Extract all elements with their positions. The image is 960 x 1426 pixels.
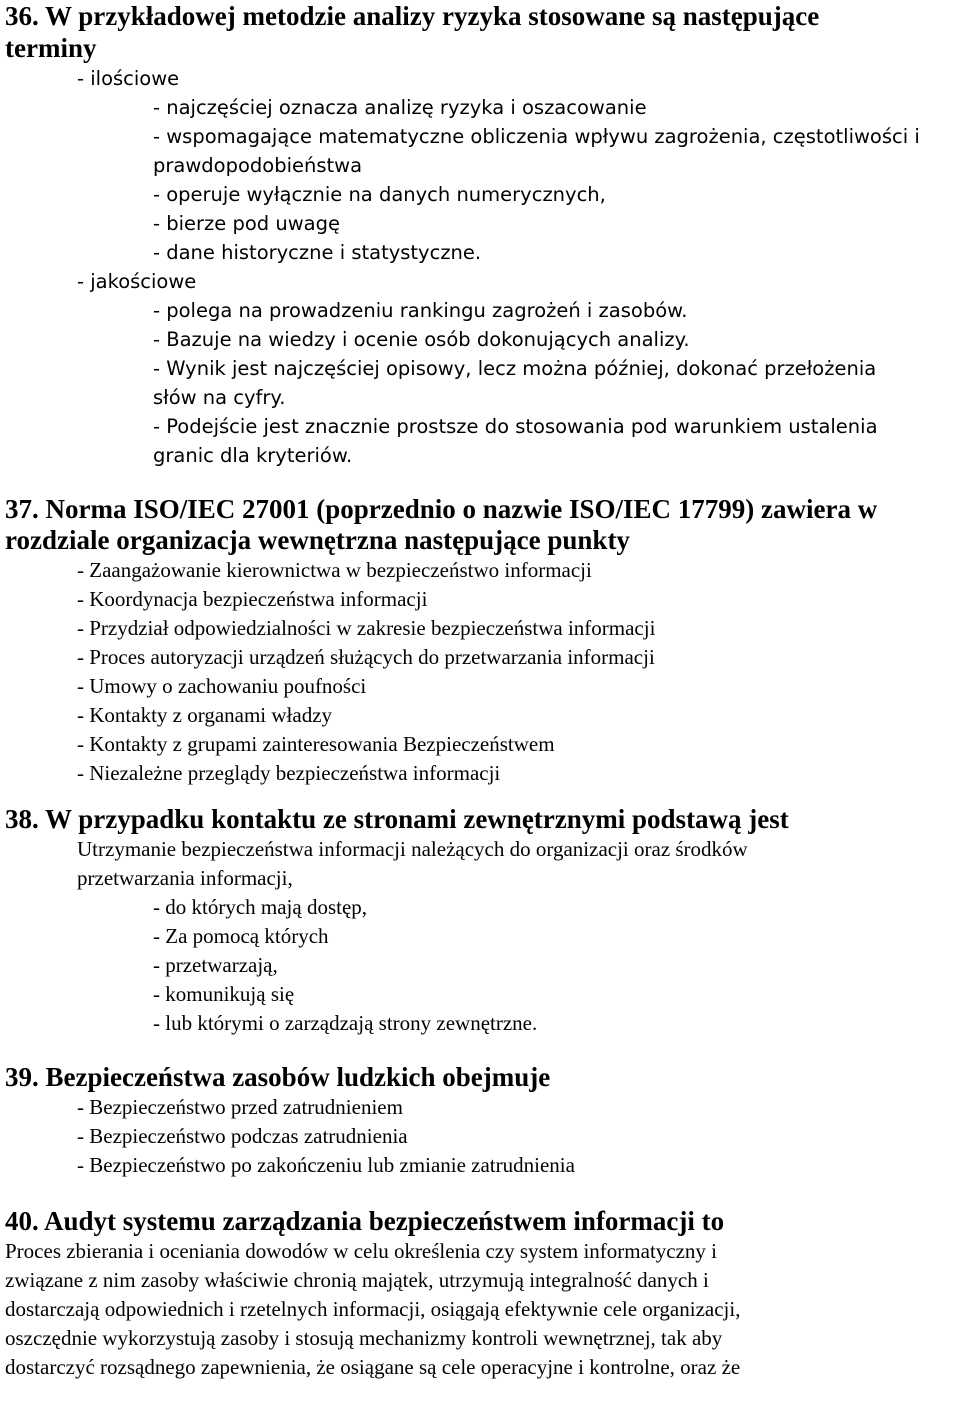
list-item: prawdopodobieństwa [153,154,363,177]
question-40-title: 40. Audyt systemu zarządzania bezpieczeństwem informacji to [5,1206,725,1236]
paragraph-line: związane z nim zasoby właściwie chronią majątek, utrzymują integralność danych i [5,1268,709,1292]
document-page [5,0,960,1382]
list-item: - przetwarzają, [153,953,278,977]
list-item: - dane historyczne i statystyczne. [153,241,482,264]
list-item: - najczęściej oznacza analizę ryzyka i oszacowanie [153,96,647,119]
paragraph-line: dostarczają odpowiednich i rzetelnych informacji, osiągają efektywnie cele organizacji, [5,1297,741,1321]
list-item: - polega na prowadzeniu rankingu zagrożeń i zasobów. [153,299,688,322]
list-item: - Bazuje na wiedzy i ocenie osób dokonujących analizy. [153,328,690,351]
question-37-list [5,556,960,788]
list-item: słów na cyfry. [153,386,286,409]
list-item: - Przydział odpowiedzialności w zakresie bezpieczeństwa informacji [77,616,656,640]
list-item: - Wynik jest najczęściej opisowy, lecz można później, dokonać przełożenia [153,357,877,380]
list-item: - Bezpieczeństwo po zakończeniu lub zmianie zatrudnienia [77,1153,575,1177]
list-item: - Kontakty z organami władzy [77,703,333,727]
list-item: - Kontakty z grupami zainteresowania Bezpieczeństwem [77,732,555,756]
list-item: granic dla kryteriów. [153,444,353,467]
question-40 [5,1206,960,1382]
question-38-intro-line-2: przetwarzania informacji, [77,866,293,890]
list-item: - Bezpieczeństwo przed zatrudnieniem [77,1095,403,1119]
paragraph-line: oszczędnie wykorzystują zasoby i stosują mechanizmy kontroli wewnętrznej, tak aby [5,1326,723,1350]
question-36-list [5,64,960,470]
question-37-title-line-1: 37. Norma ISO/IEC 27001 (poprzednio o nazwie ISO/IEC 17799) zawiera w [5,494,878,524]
list-item: - komunikują się [153,982,295,1006]
list-item: - wspomagające matematyczne obliczenia wpływu zagrożenia, częstotliwości i [153,125,920,148]
question-37 [5,494,960,788]
list-item: - Proces autoryzacji urządzeń służących do przetwarzania informacji [77,645,655,669]
question-40-paragraph [5,1237,960,1382]
question-36-title-line-2: terminy [5,33,97,63]
question-37-title-line-2: rozdziale organizacja wewnętrzna następujące punkty [5,525,630,555]
question-39-list [5,1093,960,1180]
question-39-title: 39. Bezpieczeństwa zasobów ludzkich obejmuje [5,1062,551,1092]
list-item: - Koordynacja bezpieczeństwa informacji [77,587,428,611]
list-item: - Za pomocą których [153,924,329,948]
list-item: - Podejście jest znacznie prostsze do stosowania pod warunkiem ustalenia [153,415,878,438]
question-38-intro-line-1: Utrzymanie bezpieczeństwa informacji należących do organizacji oraz środków [77,837,748,861]
list-item: - jakościowe [77,270,197,293]
list-item: - Bezpieczeństwo podczas zatrudnienia [77,1124,408,1148]
list-item: - do których mają dostęp, [153,895,368,919]
list-item: - operuje wyłącznie na danych numerycznych, [153,183,606,206]
list-item: - lub którymi o zarządzają strony zewnętrzne. [153,1011,538,1035]
list-item: - Niezależne przeglądy bezpieczeństwa informacji [77,761,501,785]
paragraph-line: Proces zbierania i oceniania dowodów w celu określenia czy system informatyczny i [5,1239,718,1263]
list-item: - ilościowe [77,67,180,90]
question-38-title: 38. W przypadku kontaktu ze stronami zewnętrznymi podstawą jest [5,804,789,834]
paragraph-line: dostarczyć rozsądnego zapewnienia, że osiągane są cele operacyjne i kontrolne, oraz że [5,1355,741,1379]
question-38-list [5,893,960,1038]
question-36 [5,0,960,470]
list-item: - Umowy o zachowaniu poufności [77,674,367,698]
question-39 [5,1062,960,1180]
question-36-title-line-1: 36. W przykładowej metodzie analizy ryzyka stosowane są następujące [5,1,820,31]
list-item: - bierze pod uwagę [153,212,340,235]
list-item: - Zaangażowanie kierownictwa w bezpieczeństwo informacji [77,558,592,582]
question-38 [5,804,960,1038]
